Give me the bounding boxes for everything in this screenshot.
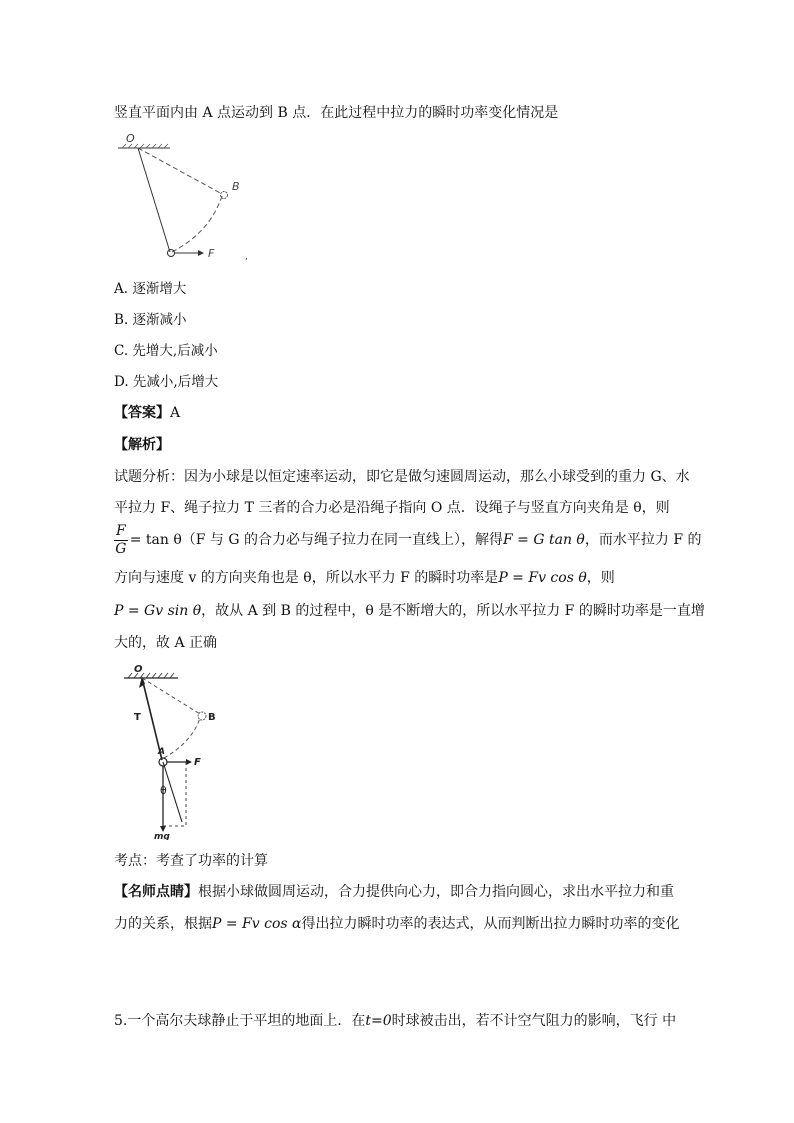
- analysis-line-6: 大的，故 A 正确: [114, 635, 218, 651]
- svg-text:,: ,: [245, 252, 248, 262]
- pendulum-figure-1: [112, 128, 262, 268]
- figure1-label-o: O: [126, 132, 135, 145]
- tip-line-1: 【名师点睛】根据小球做圆周运动，合力提供向心力，即合力指向圆心，求出水平拉力和重: [114, 884, 674, 900]
- figure2-label-o: O: [134, 664, 143, 675]
- figure2-label-b: B: [208, 712, 216, 723]
- pendulum-force-figure-2: [120, 660, 240, 840]
- next-question: 5.一个高尔夫球静止于平坦的地面上．在t=0时球被击出，若不计空气阻力的影响，飞行 中: [114, 1013, 677, 1029]
- question-stem: 竖直平面内由 A 点运动到 B 点．在此过程中拉力的瞬时功率变化情况是: [114, 105, 559, 121]
- answer-value: A: [170, 405, 181, 421]
- tip-line-2: 力的关系，根据P = Fv cos α得出拉力瞬时功率的表达式，从而判断出拉力瞬时功率的变化: [114, 916, 680, 932]
- kaodian: 考点：考查了功率的计算: [114, 853, 268, 869]
- tip-tag: 【名师点睛】: [114, 884, 198, 900]
- figure1-label-b: B: [232, 180, 240, 193]
- analysis-line-3: $\frac{F}{G}$ = tan θ（F 与 G 的合力必与绳子拉力在同一直线上），解得F = G tan θ，而水平拉力 F 的: [115, 522, 702, 557]
- option-a: A. 逐渐增大: [114, 281, 187, 297]
- fraction-f-over-g: $\frac{F}{G}$: [115, 522, 127, 557]
- option-c: C. 先增大,后减小: [114, 343, 218, 359]
- analysis-line-5: P = Gv sin θ，故从 A 到 B 的过程中，θ 是不断增大的，所以水平拉力 F 的瞬时功率是一直增: [114, 603, 705, 619]
- analysis-line-1: 试题分析：因为小球是以恒定速率运动，即它是做匀速圆周运动，那么小球受到的重力 G、水: [114, 469, 690, 485]
- answer-line: [114, 403, 180, 423]
- figure2-label-mg: mg: [154, 832, 170, 840]
- analysis-line-2: 平拉力 F、绳子拉力 T 三者的合力必是沿绳子指向 O 点．设绳子与竖直方向夹角是 θ，则: [114, 500, 670, 516]
- option-d: D. 先减小,后增大: [114, 374, 219, 390]
- figure2-label-a: A: [158, 747, 165, 757]
- figure2-label-theta: θ: [160, 784, 167, 797]
- answer-tag: 【答案】: [114, 405, 170, 421]
- figure2-label-t: T: [134, 712, 141, 723]
- analysis-line-4: 方向与速度 v 的方向夹角也是 θ，所以水平力 F 的瞬时功率是P = Fv cos θ，则: [114, 570, 615, 586]
- figure1-label-f: F: [208, 247, 215, 260]
- figure2-label-f: F: [194, 757, 201, 768]
- option-b: B. 逐渐减小: [114, 312, 187, 328]
- analysis-tag: 【解析】: [114, 437, 170, 453]
